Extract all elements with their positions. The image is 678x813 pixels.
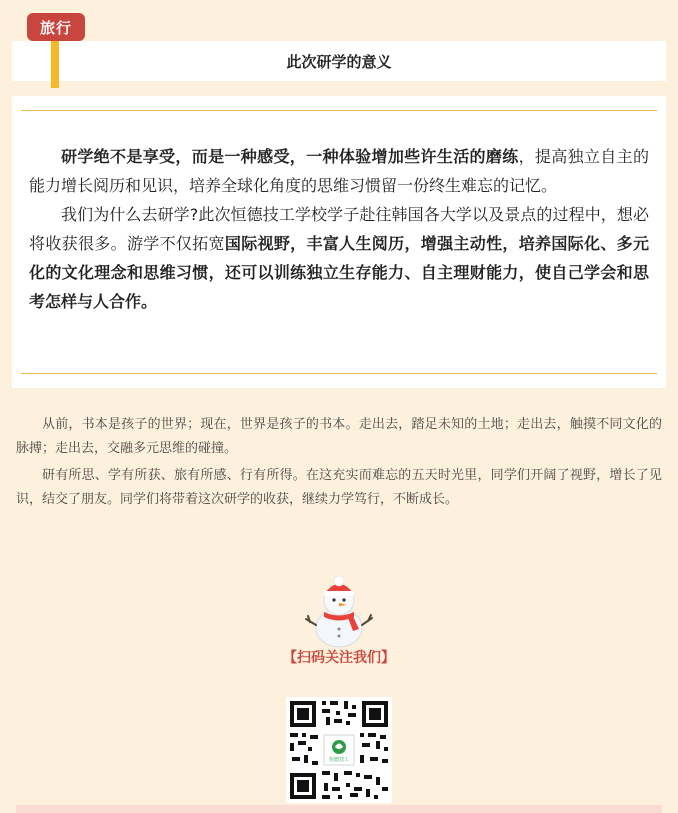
section-title-bar	[12, 41, 666, 81]
tag-post	[51, 40, 59, 88]
card-paragraph-1	[29, 142, 649, 200]
bottom-strip	[16, 805, 662, 813]
card-p2-bold: 国际视野，丰富人生阅历，增强主动性，培养国际化、多元化的文化理念和思维习惯，还可以训练独立生存能力、自主理财能力，使自己学会和思考怎样与人合作。	[29, 234, 649, 311]
card-p1-normal: ，提高独立自主的能力增长阅历和见识，培养全球化角度的思维习惯留一份终生难忘的记忆。	[29, 147, 649, 195]
highlight-card	[12, 96, 666, 388]
card-top-divider	[21, 110, 657, 111]
snowman-icon	[303, 573, 375, 649]
section-title: 此次研学的意义	[286, 52, 392, 71]
category-tag: 旅行	[27, 13, 85, 41]
follow-us-label: 【扫码关注我们】	[283, 650, 395, 666]
body-paragraph-1: 从前，书本是孩子的世界；现在，世界是孩子的书本。走出去，踏足未知的土地；走出去，触摸不同文化的脉搏；走出去，交融多元思维的碰撞。	[16, 417, 662, 456]
card-p2-normal: 我们为什么去研学?此次恒德技工学校学子赴往韩国各大学以及景点的过程中，想必将收获很多。游学不仅拓宽	[29, 205, 649, 253]
body-text	[16, 413, 662, 515]
qr-code[interactable]	[286, 697, 392, 803]
card-p1-bold: 研学绝不是享受，而是一种感受，一种体验增加些许生活的磨练	[61, 147, 519, 166]
qr-logo-caption: 恒德技工	[328, 757, 350, 763]
card-text	[29, 142, 649, 316]
card-bottom-divider	[21, 373, 657, 374]
card-paragraph-2	[29, 200, 649, 316]
body-paragraph-2: 研有所思、学有所获、旅有所感、行有所得。在这充实而难忘的五天时光里，同学们开阔了视野，增长了见识，结交了朋友。同学们将带着这次研学的收获，继续力学笃行，不断成长。	[16, 468, 662, 507]
